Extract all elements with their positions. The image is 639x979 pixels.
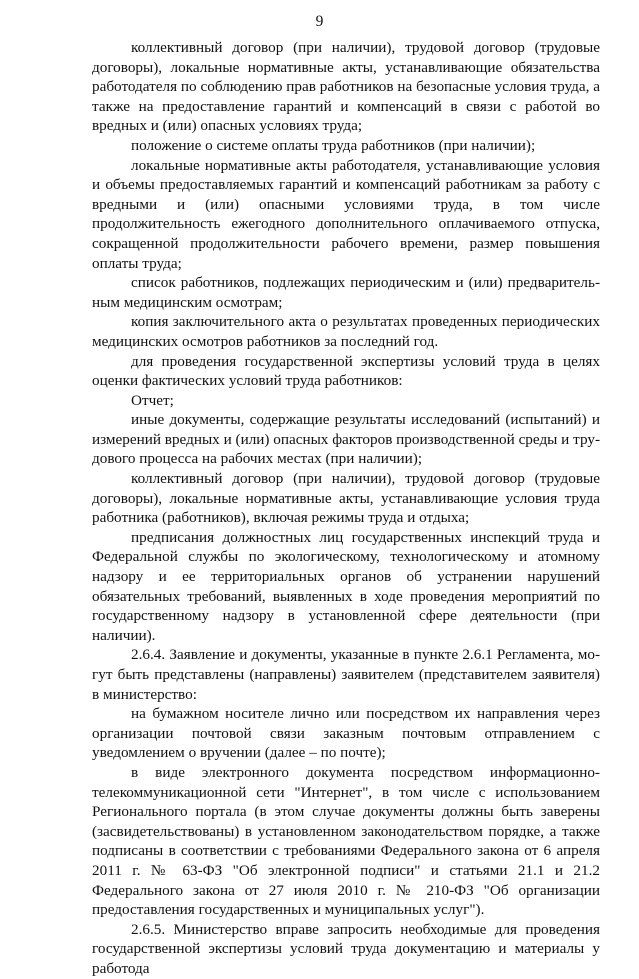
paragraph-medical-examination-list: список работников, подлежащих периодическим и (или) предварительным медицинским осмотрам;: [92, 274, 600, 311]
paragraph-wage-system-regulation: положение о системе оплаты труда работников (при наличии);: [131, 136, 536, 154]
paragraph-report: Отчет;: [131, 391, 174, 409]
paragraph-electronic-submission: в виде электронного документа посредством информационно-телекоммуникационной сети "Интернет", в том числе с использованием Регионального портала (в этом случае документы должны быть заверены (засвидетельствованы) в установленном законодательством порядке, а также подписаны в соответствии с требованиями Федерального закона от 6 апреля 2011 г. № 63-ФЗ "Об электронной подписи" и статьями 21.1 и 21.2 Федерального закона от 27 июля 2010 г. № 210-ФЗ "Об организации предоставления государственных и муниципальных услуг").: [92, 763, 600, 919]
paragraph-paper-submission: на бумажном носителе лично или посредством их направления через организации почтовой связи заказным почтовым отправлением с уведомлением о вручении (далее – по почте);: [92, 705, 600, 762]
paragraph-collective-agreement-safety: коллективный договор (при наличии), трудовой договор (трудовые договоры), локальные нормативные акты, устанавливающие обязательства работодателя по соблюдению прав работников на безопасные условия труда, а также на предоставление гарантий и компенсаций в связи с работой во вредных и (или) опасных условиях труда;: [92, 39, 600, 135]
paragraph-measurement-documents: иные документы, содержащие результаты исследований (испытаний) и измерений вредных и (или) опасных факторов производственной среды и трудового процесса на рабочих местах (при наличии);: [92, 411, 600, 468]
paragraph-local-acts-guarantees: локальные нормативные акты работодателя, устанавливающие условия и объемы предоставляемых гарантий и компенсаций работникам за работу с вредными и (или) опасными условиями труда, в том числе продолжительность ежегодного дополнительного оплачиваемого отпуска, сокращенной продолжительности рабочего времени, размер повышения оплаты труда;: [92, 156, 600, 272]
paragraph-actual-conditions-assessment: для проведения государственной экспертизы условий труда в целях оценки фактических условий труда работников:: [92, 352, 600, 390]
document-body: [92, 38, 600, 979]
paragraph-inspection-orders: предписания должностных лиц государственных инспекций труда и Федеральной службы по экологическому, технологическому и атомному надзору и ее территориальных органов об устранении нарушений обязательных требований, выявленных в ходе проведения мероприятий по государственному надзору в установленной сфере деятельности (при наличии).: [92, 528, 600, 644]
page-number: 9: [315, 13, 324, 30]
paragraph-collective-agreement-conditions: коллективный договор (при наличии), трудовой договор (трудовые договоры), локальные нормативные акты, устанавливающие условия труда работника (работников), включая режимы труда и отдыха;: [92, 470, 600, 527]
paragraph-section-2-6-5: 2.6.5. Министерство вправе запросить необходимые для проведения государственной экспертизы условий труда документацию и материалы у работода: [92, 920, 600, 977]
paragraph-final-act-copy: копия заключительного акта о результатах проведенных периодических медицинских осмотров работников за последний год.: [92, 313, 600, 350]
paragraph-section-2-6-4: 2.6.4. Заявление и документы, указанные в пункте 2.6.1 Регламента, могут быть представлены (направлены) заявителем (представителем заявителя) в министерство:: [92, 646, 600, 703]
